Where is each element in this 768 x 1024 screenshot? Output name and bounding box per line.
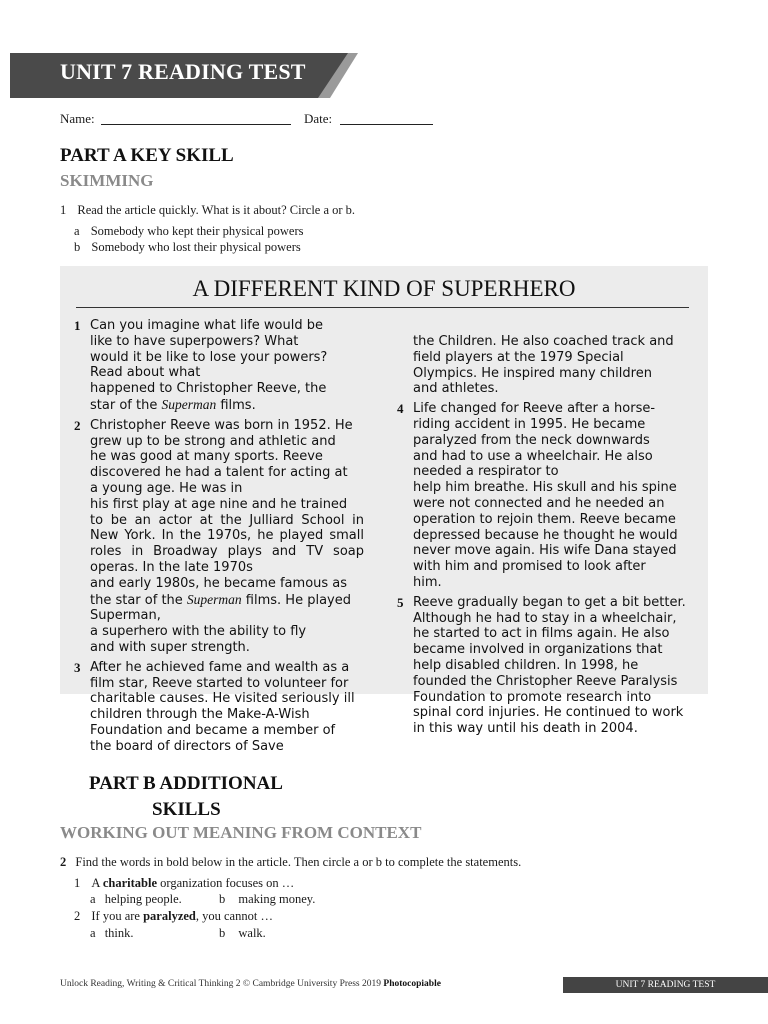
article-rule <box>76 307 689 308</box>
paragraph-line: the Children. He also coached track and <box>413 334 674 349</box>
paragraph-line: discovered he had a talent for acting at <box>90 465 348 481</box>
option-text: Somebody who kept their physical powers <box>90 224 304 238</box>
paragraph-line: he was good at many sports. Reeve <box>90 449 323 465</box>
part-a-title: PART A KEY SKILL <box>60 145 234 166</box>
name-field[interactable] <box>101 110 291 125</box>
photocopiable-label: Photocopiable <box>383 979 441 989</box>
statement-1-option-b[interactable] <box>219 892 315 907</box>
article-title: A DIFFERENT KIND OF SUPERHERO <box>192 276 576 301</box>
option-letter: a <box>90 926 96 940</box>
paragraph-line: Olympics. He inspired many children <box>413 365 652 381</box>
paragraph-line: never move again. His wife Dana stayed <box>413 543 677 559</box>
paragraph-line: like to have superpowers? What <box>90 333 299 349</box>
paragraph-line: founded the Christopher Reeve Paralysis <box>413 673 678 689</box>
bold-keyword: charitable <box>102 876 158 890</box>
paragraph-number: 3 <box>74 659 81 675</box>
paragraph-line: and with super strength. <box>90 639 250 655</box>
part-b-title: PART B ADDITIONAL <box>89 773 283 794</box>
paragraph-3 <box>74 660 364 755</box>
option-text: helping people. <box>104 892 182 906</box>
paragraph-line: paralyzed from the neck downwards <box>413 432 650 448</box>
text-run: , you cannot … <box>195 909 273 923</box>
paragraph-1 <box>74 318 364 414</box>
paragraph-line: charitable causes. He visited seriously ill <box>90 691 355 707</box>
paragraph-line: spinal cord injuries. He continued to work <box>413 705 684 721</box>
paragraph-line: children through the Make-A-Wish <box>90 707 310 723</box>
statement-number: 2 <box>74 909 81 923</box>
statement-1-option-a[interactable] <box>90 892 182 907</box>
paragraph-line: riding accident in 1995. He became <box>413 416 646 432</box>
paragraph-line: Reeve gradually began to get a bit better. <box>413 594 686 610</box>
unit-title: UNIT 7 READING TEST <box>60 59 306 84</box>
paragraph-line: Foundation to promote research into <box>413 689 652 705</box>
statement-1 <box>74 876 294 891</box>
text-run: films. <box>216 397 256 413</box>
option-text: think. <box>104 926 134 940</box>
paragraph-line: a young age. He was in <box>90 480 243 496</box>
option-letter: b <box>219 926 226 940</box>
statement-number: 1 <box>74 876 81 890</box>
footer-copyright <box>60 979 441 989</box>
question-text: Find the words in bold below in the article. Then circle a or b to complete the statements. <box>75 855 522 869</box>
paragraph-line: to be an actor at the Julliard School in <box>90 512 364 528</box>
name-label: Name: <box>60 111 95 126</box>
paragraph-line: Foundation and became a member of <box>90 722 336 738</box>
paragraph-line: Although he had to stay in a wheelchair, <box>413 610 677 626</box>
article-column-left <box>74 318 364 759</box>
option-b[interactable] <box>74 240 301 255</box>
paragraph-line: Superman, <box>90 608 161 624</box>
paragraph-line: him. <box>413 574 442 590</box>
text-run: the star of the <box>90 592 187 608</box>
text-run: films. He played <box>241 592 351 608</box>
text-run: A <box>91 876 103 890</box>
option-text: making money. <box>238 892 316 906</box>
paragraph-line: he started to act in films again. He also <box>413 626 670 642</box>
question-text: Read the article quickly. What is it about? Circle a or b. <box>77 203 356 217</box>
paragraph-line: his first play at age nine and he trained <box>90 496 348 512</box>
paragraph-line: in this way until his death in 2004. <box>413 721 638 737</box>
paragraph-line: operas. In the late 1970s <box>90 559 253 575</box>
paragraph-line: field players at the 1979 Special <box>413 349 624 365</box>
bold-keyword: paralyzed <box>143 909 196 923</box>
statement-2 <box>74 909 273 924</box>
text-run: organization focuses on … <box>157 876 295 890</box>
article-column-right <box>397 334 697 741</box>
paragraph-2 <box>74 418 364 656</box>
paragraph-line: Can you imagine what life would be <box>90 318 323 333</box>
question-2 <box>60 855 521 870</box>
paragraph-3-continued <box>397 334 697 397</box>
italic-title: Superman <box>186 591 242 607</box>
paragraph-4 <box>397 401 697 591</box>
statement-2-option-a[interactable] <box>90 926 134 941</box>
paragraph-line: help disabled children. In 1998, he <box>413 657 639 673</box>
paragraph-line: were not connected and he needed an <box>413 495 665 511</box>
option-text: walk. <box>238 926 266 940</box>
paragraph-line: film star, Reeve started to volunteer for <box>90 675 349 691</box>
paragraph-line: needed a respirator to <box>413 464 559 480</box>
paragraph-5 <box>397 595 697 737</box>
paragraph-line: Read about what <box>90 365 201 381</box>
paragraph-number: 4 <box>397 401 404 417</box>
paragraph-line: Life changed for Reeve after a horse- <box>413 401 656 417</box>
italic-title: Superman <box>161 396 217 412</box>
paragraph-number: 2 <box>74 417 81 433</box>
paragraph-line: the board of directors of Save <box>90 738 284 754</box>
paragraph-line: Christopher Reeve was born in 1952. He <box>90 417 353 433</box>
footer-unit-label: UNIT 7 READING TEST <box>563 977 768 993</box>
paragraph-line: After he achieved fame and wealth as a <box>90 659 350 675</box>
part-b-title-line2: SKILLS <box>152 799 221 820</box>
paragraph-number: 5 <box>397 594 404 610</box>
paragraph-line: depressed because he thought he would <box>413 527 678 543</box>
paragraph-line <box>90 397 364 414</box>
option-letter: b <box>219 892 226 906</box>
paragraph-line: and athletes. <box>413 381 499 397</box>
question-number: 1 <box>60 203 67 217</box>
paragraph-line: became involved in organizations that <box>413 642 663 658</box>
copyright-text: Unlock Reading, Writing & Critical Thinking 2 © Cambridge University Press 2019 <box>60 979 382 989</box>
option-letter: a <box>90 892 96 906</box>
paragraph-line: would it be like to lose your powers? <box>90 349 328 365</box>
question-number: 2 <box>60 855 67 869</box>
paragraph-line: roles in Broadway plays and TV soap <box>90 544 364 560</box>
date-field[interactable] <box>340 110 433 125</box>
paragraph-line: grew up to be strong and athletic and <box>90 433 336 449</box>
text-run: If you are <box>91 909 144 923</box>
option-letter: b <box>74 240 81 254</box>
option-text: Somebody who lost their physical powers <box>91 240 301 254</box>
paragraph-line <box>90 592 364 609</box>
paragraph-line: help him breathe. His skull and his spine <box>413 480 677 496</box>
part-b-subtitle: WORKING OUT MEANING FROM CONTEXT <box>60 823 422 842</box>
date-label: Date: <box>304 111 333 126</box>
paragraph-line: operation to rejoin them. Reeve became <box>413 511 676 527</box>
paragraph-line: with him and promised to look after <box>413 559 646 575</box>
option-a[interactable] <box>74 224 304 239</box>
statement-2-option-b[interactable] <box>219 926 266 941</box>
paragraph-number: 1 <box>74 318 81 333</box>
text-run: star of the <box>90 397 162 413</box>
paragraph-line: a superhero with the ability to fly <box>90 624 307 640</box>
part-a-subtitle: SKIMMING <box>60 171 154 190</box>
option-letter: a <box>74 224 80 238</box>
paragraph-line: New York. In the 1970s, he played small <box>90 528 364 544</box>
paragraph-line: and had to use a wheelchair. He also <box>413 448 653 464</box>
paragraph-line: happened to Christopher Reeve, the <box>90 381 327 397</box>
paragraph-line: and early 1980s, he became famous as <box>90 575 348 591</box>
question-1 <box>60 203 355 218</box>
